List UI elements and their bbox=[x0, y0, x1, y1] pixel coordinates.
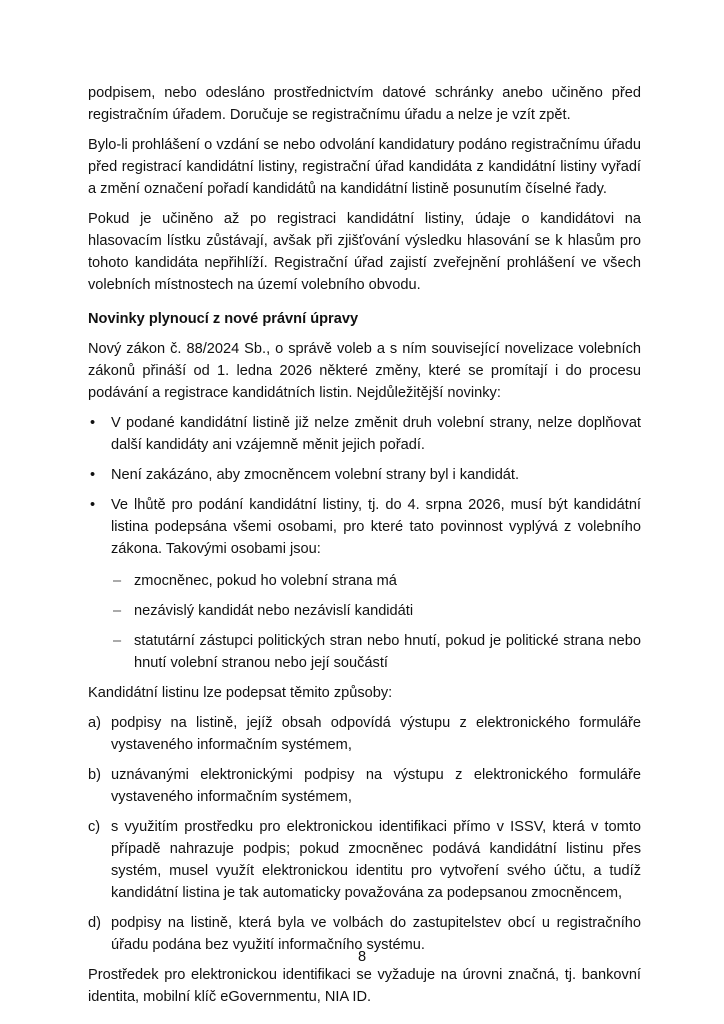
option-item bbox=[88, 712, 641, 756]
signing-options-list bbox=[88, 712, 641, 956]
list-item bbox=[88, 464, 641, 486]
option-item bbox=[88, 764, 641, 808]
list-item bbox=[88, 494, 641, 674]
option-letter: b) bbox=[88, 767, 101, 783]
page-number: 8 bbox=[357, 949, 367, 965]
paragraph: podpisem, nebo odesláno prostřednictvím datové schránky anebo učiněno před registračním úřadem. Doručuje se registračnímu úřadu a nelze je vzít zpět. bbox=[88, 85, 641, 123]
list-item-text: Není zakázáno, aby zmocněncem volební strany byl i kandidát. bbox=[111, 467, 520, 483]
bullet-icon: • bbox=[90, 497, 96, 513]
dash-icon: – bbox=[113, 633, 122, 649]
list-item-text: V podané kandidátní listině již nelze změnit druh volební strany, nelze doplňovat další kandidáty ani vzájemně měnit jejich pořadí. bbox=[111, 415, 641, 453]
bullet-icon: • bbox=[90, 467, 96, 483]
bullet-icon: • bbox=[90, 415, 96, 431]
paragraph: Pokud je učiněno až po registraci kandidátní listiny, údaje o kandidátovi na hlasovacím lístku zůstávají, avšak při zjišťování výsledku hlasování se k hlasům pro tohoto kandidáta nepřihlíží. Registrační úřad zajistí zveřejnění prohlášení ve všech volebních místnostech na území volebního obvodu. bbox=[88, 211, 641, 293]
list-item bbox=[88, 412, 641, 456]
sub-list-item-text: nezávislý kandidát nebo nezávislí kandidáti bbox=[134, 603, 414, 619]
option-text: podpisy na listině, jejíž obsah odpovídá výstupu z elektronického formuláře vystaveného informačním systémem, bbox=[111, 715, 641, 753]
option-letter: a) bbox=[88, 715, 101, 731]
sign-intro-paragraph: Kandidátní listinu lze podepsat těmito způsoby: bbox=[88, 685, 393, 701]
dash-icon: – bbox=[113, 603, 122, 619]
intro-paragraph: Nový zákon č. 88/2024 Sb., o správě voleb a s ním související novelizace volebních zákonů přináší od 1. ledna 2026 některé změny, které se promítají i do procesu podávání a registrace kandidátních listin. Nejdůležitější novinky: bbox=[88, 341, 641, 401]
option-text: s využitím prostředku pro elektronickou identifikaci přímo v ISSV, která v tomto případě nahrazuje podpis; pokud zmocněnec podává kandidátní listinu přes systém, musel využít elektronickou identitu pro vytvoření svého účtu, a tudíž kandidátní listina je tak automaticky považována za podepsanou zmocněncem, bbox=[111, 819, 641, 901]
option-item bbox=[88, 816, 641, 904]
novelty-list bbox=[88, 412, 641, 674]
option-letter: d) bbox=[88, 915, 101, 931]
sub-list-item-text: zmocněnec, pokud ho volební strana má bbox=[134, 573, 397, 589]
signatories-list bbox=[111, 570, 641, 674]
sub-list-item bbox=[111, 570, 641, 592]
list-item-text: Ve lhůtě pro podání kandidátní listiny, tj. do 4. srpna 2026, musí být kandidátní listina podepsána všemi osobami, pro které tato povinnost vyplývá z volebního zákona. Takovými osobami jsou: bbox=[111, 497, 641, 557]
page-content bbox=[88, 82, 641, 1008]
paragraph: Bylo-li prohlášení o vzdání se nebo odvolání kandidatury podáno registračnímu úřadu před registrací kandidátní listiny, registrační úřad kandidáta z kandidátní listiny vyřadí a změní označení pořadí kandidátů na kandidátní listině posunutím číselné řady. bbox=[88, 137, 641, 197]
dash-icon: – bbox=[113, 573, 122, 589]
option-text: uznávanými elektronickými podpisy na výstupu z elektronického formuláře vystaveného informačním systémem, bbox=[111, 767, 641, 805]
closing-paragraph: Prostředek pro elektronickou identifikaci se vyžaduje na úrovni značná, tj. bankovní identita, mobilní klíč eGovernmentu, NIA ID. bbox=[88, 967, 641, 1005]
option-letter: c) bbox=[88, 819, 101, 835]
section-heading: Novinky plynoucí z nové právní úpravy bbox=[88, 311, 359, 327]
option-text: podpisy na listině, která byla ve volbách do zastupitelstev obcí u registračního úřadu podána bez využití informačního systému. bbox=[111, 915, 641, 953]
sub-list-item bbox=[111, 600, 641, 622]
sub-list-item-text: statutární zástupci politických stran nebo hnutí, pokud je politické strana nebo hnutí volební stranou nebo její součástí bbox=[134, 633, 641, 671]
sub-list-item bbox=[111, 630, 641, 674]
